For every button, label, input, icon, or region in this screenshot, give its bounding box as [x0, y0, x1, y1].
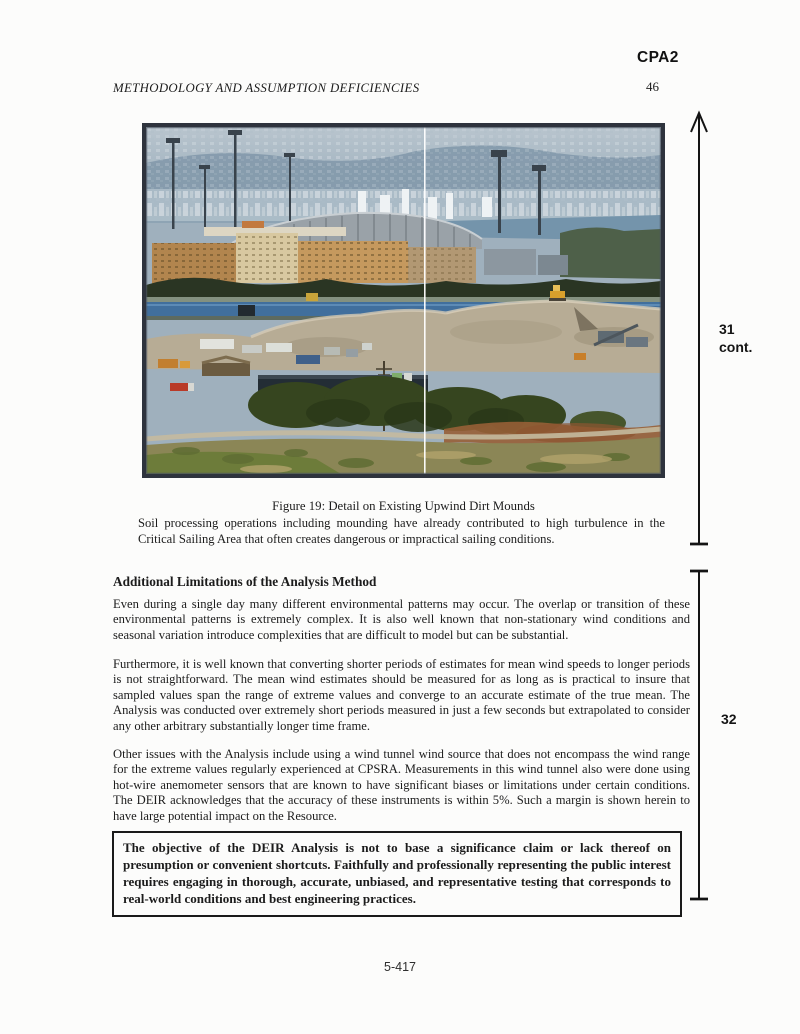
margin-note-31-number: 31	[719, 321, 735, 337]
margin-note-32: 32	[721, 711, 737, 727]
callout-box: The objective of the DEIR Analysis is not to base a significance claim or lack thereof on presumption or convenient shortcuts. Faithfully and professionally representing the public interest requires engaging in thorough, accurate, unbiased, and representative testing that corresponds to real-world conditions and best engineering practices.	[112, 831, 682, 917]
comment-32-bracket-icon	[690, 571, 708, 899]
upwind-dirt-mounds-photo	[146, 127, 661, 474]
paragraph-3: Other issues with the Analysis include using a wind tunnel wind source that does not encompass the wind range for the extreme values regularly experienced at CPSRA. Measurements in this wind tunnel also were done using hot-wire anemometer sensors that are known to have significant biases or limitations under certain conditions. The DEIR acknowledges that the accuracy of these instruments is within 5%. Such a margin is shown herein to have large potential impact on the Resource.	[113, 747, 690, 823]
paragraph-1: Even during a single day many different environmental patterns may occur. The overlap or transition of these environmental patterns is extremely complex. It is also well known that non-stationary wind conditions and seasonal variation introduce complexities that are difficult to model but can be substantial.	[113, 597, 690, 642]
figure-caption-text: Soil processing operations including mounding have already contributed to high turbulence in the Critical Sailing Area that often creates dangerous or impractical sailing conditions.	[138, 516, 665, 547]
footer-page-number: 5-417	[384, 960, 416, 974]
margin-note-31-suffix: cont.	[719, 338, 753, 355]
section-heading: Additional Limitations of the Analysis Method	[113, 574, 377, 589]
header-page-number: 46	[646, 79, 659, 94]
red-truck	[170, 383, 194, 391]
figure-caption-title: Figure 19: Detail on Existing Upwind Dirt Mounds	[272, 499, 535, 513]
paragraph-2: Furthermore, it is well known that converting shorter periods of estimates for mean wind speeds to longer periods is not straightforward. The mean wind estimates should be measured for as long as is practical to insure that sampled values span the range of extreme values and converge to an accurate estimate of the true mean. The Analysis was conducted over extremely short periods measured in just a few seconds but extrapolated to consider any other arbitrary substantially longer time frame.	[113, 657, 690, 733]
photo-trees-and-foreground	[146, 376, 661, 474]
running-title: METHODOLOGY AND ASSUMPTION DEFICIENCIES	[113, 81, 420, 95]
comment-31-arrow-icon	[690, 113, 708, 544]
photo-stitch-line	[424, 127, 426, 474]
comment-code-label: CPA2	[637, 49, 679, 66]
figure-photo-frame	[142, 123, 665, 478]
margin-note-31	[719, 321, 752, 356]
